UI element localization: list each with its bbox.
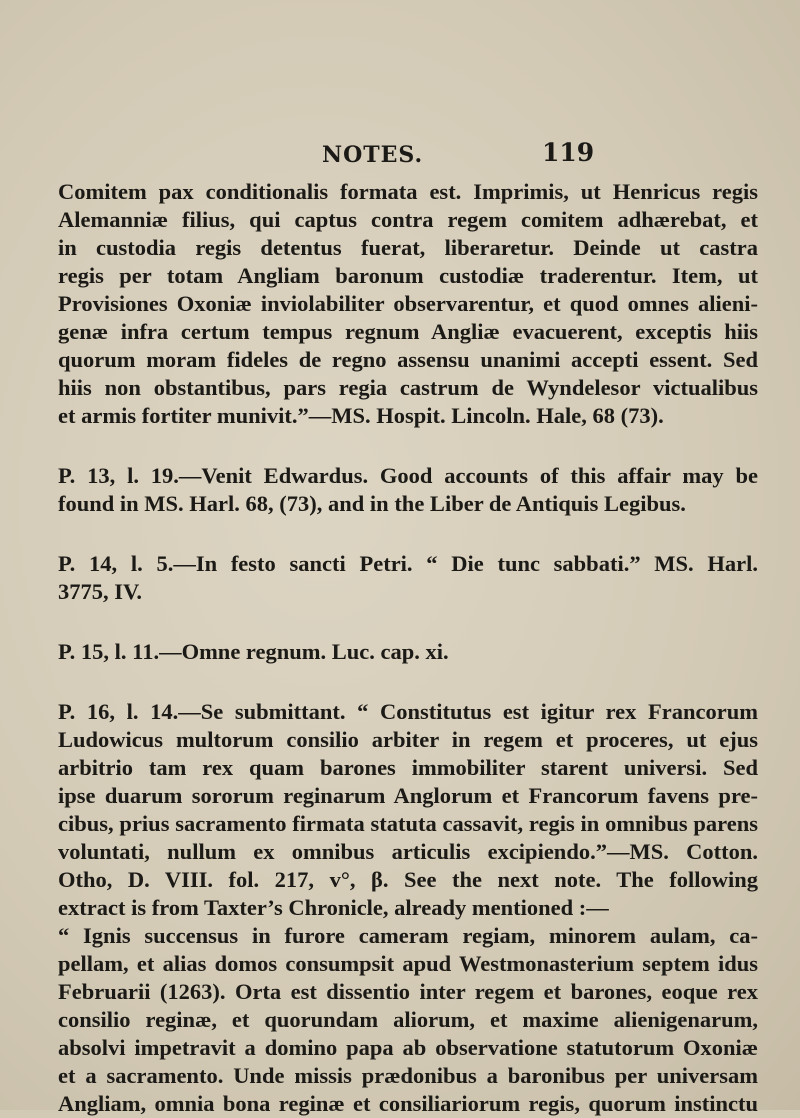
text-line: P. 15, l. 11.—Omne regnum. Luc. cap. xi. [58,639,449,664]
text-line: Otho, D. VIII. fol. 217, v°, β. See the next note. The following [58,867,758,892]
text-line: absolvi impetravit a domino papa ab observatione statutorum Oxoniæ [58,1035,758,1060]
page-header [0,138,800,172]
text-line: quorum moram fideles de regno assensu unanimi accepti essent. Sed [58,347,758,372]
text-line: in custodia regis detentus fuerat, liberaretur. Deinde ut castra [58,235,758,260]
running-head: NOTES. [322,142,424,168]
text-line: extract is from Taxter’s Chronicle, already mentioned :— [58,895,609,920]
text-line: consilio reginæ, et quorundam aliorum, et maxime alienigenarum, [58,1007,758,1032]
text-line: Provisiones Oxoniæ inviolabiliter observarentur, et quod omnes alieni- [58,291,758,316]
text-line: voluntati, nullum ex omnibus articulis excipiendo.”—MS. Cotton. [58,839,758,864]
text-line: found in MS. Harl. 68, (73), and in the Liber de Antiquis Legibus. [58,491,686,516]
text-line: cibus, prius sacramento firmata statuta cassavit, regis in omnibus parens [58,811,758,836]
text-line: 3775, IV. [58,579,142,604]
text-line: et armis fortiter munivit.”—MS. Hospit. Lincoln. Hale, 68 (73). [58,403,664,428]
text-line: et a sacramento. Unde missis prædonibus a baronibus per universam [58,1063,758,1088]
text-line: regis per totam Angliam baronum custodiæ traderentur. Item, ut [58,263,758,288]
page-number: 119 [542,138,595,167]
text-line: P. 16, l. 14.—Se submittant. “ Constitutus est igitur rex Francorum [58,699,758,724]
text-line: P. 13, l. 19.—Venit Edwardus. Good accounts of this affair may be [58,463,758,488]
text-line: Angliam, omnia bona reginæ et consiliariorum regis, quorum instinctu [58,1091,758,1116]
text-line: ipse duarum sororum reginarum Anglorum et Francorum favens pre- [58,783,758,808]
text-line: Comitem pax conditionalis formata est. Imprimis, ut Henricus regis [58,179,758,204]
text-line: hiis non obstantibus, pars regia castrum de Wyndelesor victualibus [58,375,758,400]
text-line: Alemanniæ filius, qui captus contra regem comitem adhærebat, et [58,207,758,232]
text-line: P. 14, l. 5.—In festo sancti Petri. “ Die tunc sabbati.” MS. Harl. [58,551,758,576]
notes-body [58,178,758,1118]
text-line: pellam, et alias domos consumpsit apud Westmonasterium septem idus [58,951,758,976]
text-line: genæ infra certum tempus regnum Angliæ evacuerent, exceptis hiis [58,319,758,344]
text-line: Ludowicus multorum consilio arbiter in regem et proceres, ut ejus [58,727,758,752]
text-line: Februarii (1263). Orta est dissentio inter regem et barones, eoque rex [58,979,758,1004]
text-line: arbitrio tam rex quam barones immobiliter starent universi. Sed [58,755,758,780]
text-line: “ Ignis succensus in furore cameram regiam, minorem aulam, ca- [58,923,758,948]
